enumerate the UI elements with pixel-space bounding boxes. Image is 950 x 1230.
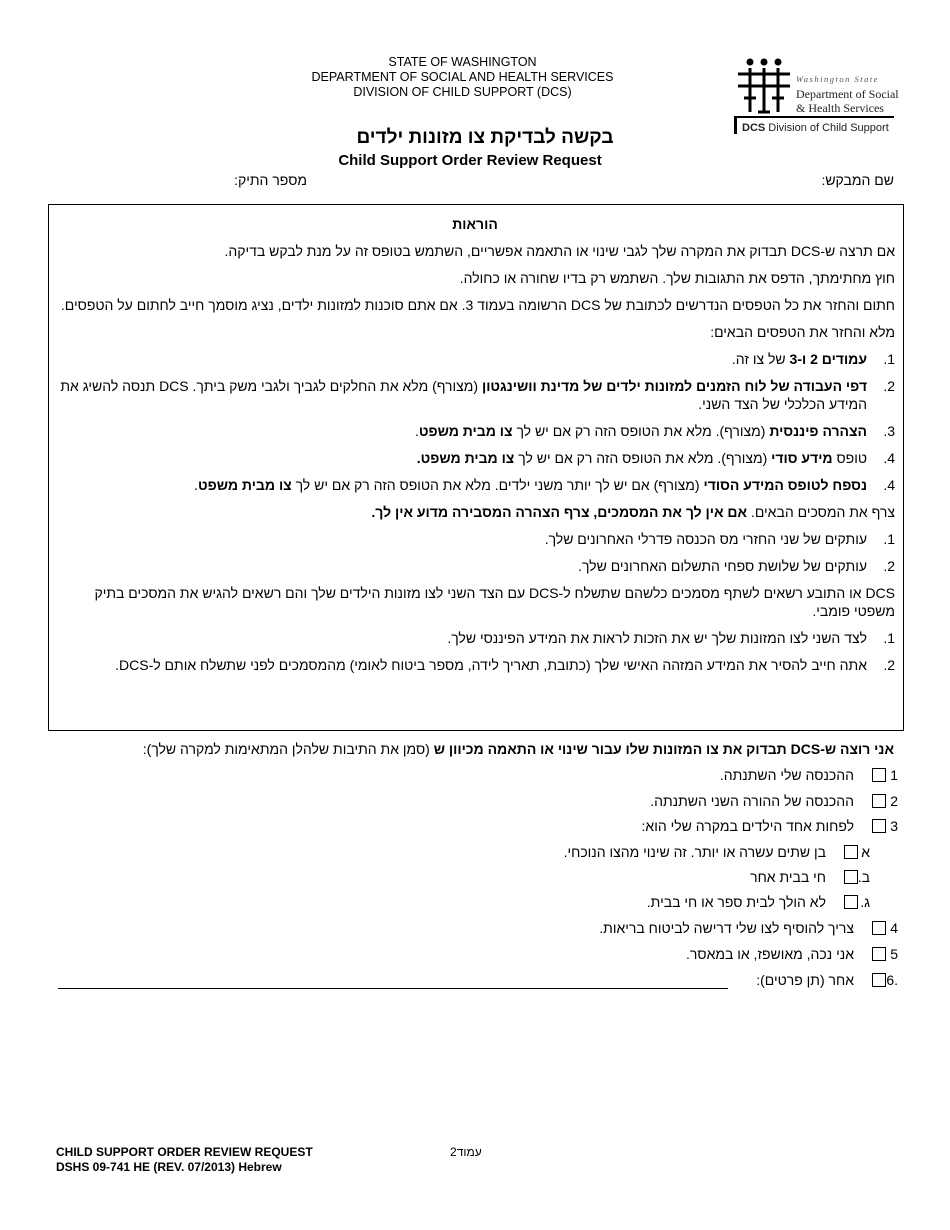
- option-row[interactable]: [720, 766, 898, 784]
- attachment-item: [55, 557, 895, 575]
- form-item: [55, 449, 895, 467]
- option-text: לא הולך לבית ספר או חי בבית.: [646, 894, 826, 910]
- option-checkbox[interactable]: [872, 973, 886, 987]
- request-statement: [44, 740, 894, 758]
- share-item: [55, 656, 895, 674]
- logo-dcs-name: Division of Child Support: [768, 122, 889, 134]
- option-checkbox[interactable]: [872, 768, 886, 782]
- instructions-heading: הוראות: [452, 216, 498, 232]
- page-title-english: Child Support Order Review Request: [338, 152, 602, 169]
- item-text: (מצורף) אם יש לך יותר משני ילדים. מלא את הטופס הזה רק אם יש לך: [291, 477, 704, 493]
- item-tail: .: [414, 423, 419, 439]
- form-item: [55, 350, 895, 368]
- item-number: 1.: [883, 351, 895, 367]
- item-number: 2.: [883, 657, 895, 673]
- option-number: ג.: [860, 894, 870, 910]
- attach-intro-text: צרף את המסכים הבאים.: [747, 504, 895, 520]
- attach-intro: [55, 503, 895, 521]
- item-number: 4.: [883, 450, 895, 466]
- agency-line-3: DIVISION OF CHILD SUPPORT (DCS): [353, 85, 572, 99]
- logo-text: [796, 72, 899, 115]
- option-row[interactable]: [686, 945, 898, 963]
- item-text: אתה חייב להסיר את המידע המזהה האישי שלך (כתובת, תאריך לידה, מספר ביטוח לאומי) מהמסמכים לפני שתשלח אותם ל-DCS.: [115, 657, 867, 673]
- option-checkbox[interactable]: [872, 794, 886, 808]
- item-number: 2.: [883, 558, 895, 574]
- footer-form-number: DSHS 09-741 HE (REV. 07/2013) Hebrew: [56, 1160, 282, 1174]
- sub-option-row[interactable]: [750, 868, 870, 886]
- dshs-figures-icon: [734, 56, 794, 114]
- option-checkbox[interactable]: [872, 921, 886, 935]
- option-row[interactable]: [642, 817, 898, 835]
- logo-bar: [734, 116, 737, 134]
- share-item: [55, 629, 895, 647]
- instructions-box: [48, 204, 904, 731]
- option-checkbox[interactable]: [872, 947, 886, 961]
- option-number: 2: [890, 793, 898, 809]
- dshs-logo: [734, 56, 900, 140]
- requester-name-field[interactable]: שם המבקש:: [821, 172, 894, 188]
- option-number: .6: [886, 972, 898, 988]
- logo-dcs: [742, 122, 889, 134]
- item-text: של צו זה.: [731, 351, 790, 367]
- item-bold: עמודים 2 ו-3: [789, 351, 867, 367]
- share-paragraph: DCS או התובע רשאים לשתף מסמכים כלשהם שתשלח ל-DCS עם הצד השני לצו מזונות הילדים שלך והם רשאים להגיש את המסכים בתיק משפטי פומבי.: [94, 585, 895, 619]
- request-statement-bold: אני רוצה ש-DCS תבדוק את צו המזונות שלו עבור שינוי או התאמה מכיוון ש: [433, 741, 894, 757]
- form-item: [55, 422, 895, 440]
- option-checkbox[interactable]: [844, 895, 858, 909]
- form-item: [55, 377, 895, 413]
- item-bold: נספח לטופס המידע הסודי: [703, 477, 867, 493]
- option-number: ב.: [857, 869, 870, 885]
- item-number: 1.: [883, 531, 895, 547]
- option-text: לפחות אחד הילדים במקרה שלי הוא:: [641, 818, 854, 834]
- attach-intro-bold: אם אין לך את המסמכים, צרף הצהרה המסבירה מדוע אין לך.: [371, 504, 748, 520]
- option-checkbox[interactable]: [872, 819, 886, 833]
- item-bold: דפי העבודה של לוח הזמנים למזונות ילדים של מדינת וושינגטון: [481, 378, 867, 394]
- case-number-field[interactable]: מספר התיק:: [234, 172, 307, 188]
- footer-form-title: CHILD SUPPORT ORDER REVIEW REQUEST: [56, 1145, 313, 1159]
- item-text: (מצורף). מלא את הטופס הזה רק אם יש לך: [512, 423, 770, 439]
- agency-line-1: STATE OF WASHINGTON: [388, 55, 537, 69]
- option-number: 5: [890, 946, 898, 962]
- forms-intro: מלא והחזר את הטפסים הבאים:: [710, 324, 895, 340]
- request-statement-normal: (סמן את התיבות שלהלן המתאימות למקרה שלך):: [142, 741, 434, 757]
- instructions-intro-3: חתום והחזר את כל הטפסים הנדרשים לכתובת של DCS הרשומה בעמוד 3. אם אתם סוכנות למזונות ילדים, נציג מוסמך חייב לחתום על הטפסים.: [60, 297, 895, 313]
- logo-dept-line1: Department of Social: [796, 87, 899, 101]
- item-bold: מידע סודי: [771, 450, 833, 466]
- item-number: 1.: [883, 630, 895, 646]
- logo-dcs-abbr: DCS: [742, 122, 766, 134]
- option-number: 1: [890, 767, 898, 783]
- option-number: 4: [890, 920, 898, 936]
- logo-dept-line2: & Health Services: [796, 101, 884, 115]
- attachment-item: [55, 530, 895, 548]
- item-number: 4.: [883, 477, 895, 493]
- form-item: [55, 476, 895, 494]
- item-bold-2: צו מבית משפט: [197, 477, 292, 493]
- option-number: א: [861, 844, 870, 860]
- item-bold-2: צו מבית משפט.: [416, 450, 515, 466]
- option-row[interactable]: [599, 919, 898, 937]
- option-text: אני נכה, מאושפז, או במאסר.: [686, 946, 854, 962]
- item-text: עותקים של שני החזרי מס הכנסה פדרלי האחרונים שלך.: [544, 531, 867, 547]
- item-text: (מצורף). מלא את הטופס הזה רק אם יש לך: [514, 450, 772, 466]
- item-tail: .: [194, 477, 198, 493]
- option-row[interactable]: [650, 792, 898, 810]
- page-title-hebrew: בקשה לבדיקת צו מזונות ילדים: [356, 127, 614, 148]
- instructions-intro-2: חוץ מחתימתך, הדפס את התגובות שלך. השתמש רק בדיו שחורה או כחולה.: [459, 270, 895, 286]
- option-text: צריך להוסיף לצו שלי דרישה לביטוח בריאות.: [599, 920, 854, 936]
- item-number: 3.: [883, 423, 895, 439]
- logo-state: Washington State: [796, 74, 879, 84]
- agency-header: [280, 55, 645, 100]
- option-text: חי בבית אחר: [750, 869, 826, 885]
- other-details-line[interactable]: [58, 988, 728, 989]
- option-checkbox[interactable]: [844, 870, 858, 884]
- page-number: עמוד2: [450, 1145, 482, 1159]
- item-text: (מצורף) מלא את החלקים לגביך ולגבי משק ביתך. DCS תנסה להשיג את המידע הכלכלי של הצד השני.: [60, 378, 867, 412]
- item-bold-2: צו מבית משפט: [418, 423, 513, 439]
- option-text: אחר (תן פרטים):: [756, 972, 854, 988]
- sub-option-row[interactable]: [564, 843, 870, 861]
- option-row[interactable]: [756, 971, 898, 989]
- item-text: לצד השני לצו המזונות שלך יש את הזכות לראות את המידע הפיננסי שלך.: [447, 630, 867, 646]
- option-text: ההכנסה שלי השתנתה.: [719, 767, 854, 783]
- instructions-intro-1: אם תרצה ש-DCS תבדוק את המקרה שלך לגבי שינוי או התאמה אפשריים, השתמש בטופס זה על מנת לבקש בדיקה.: [224, 243, 895, 259]
- item-number: 2.: [883, 378, 895, 394]
- sub-option-row[interactable]: [647, 893, 870, 911]
- agency-line-2: DEPARTMENT OF SOCIAL AND HEALTH SERVICES: [311, 70, 614, 84]
- item-bold: הצהרה פיננסית: [769, 423, 867, 439]
- option-checkbox[interactable]: [844, 845, 858, 859]
- option-text: בן שתים עשרה או יותר. זה שינוי מהצו הנוכחי.: [563, 844, 826, 860]
- option-text: ההכנסה של ההורה השני השתנתה.: [650, 793, 854, 809]
- option-number: 3: [890, 818, 898, 834]
- logo-divider: [734, 116, 894, 118]
- item-pre: טופס: [832, 450, 867, 466]
- item-text: עותקים של שלושת ספחי התשלום האחרונים שלך.: [578, 558, 867, 574]
